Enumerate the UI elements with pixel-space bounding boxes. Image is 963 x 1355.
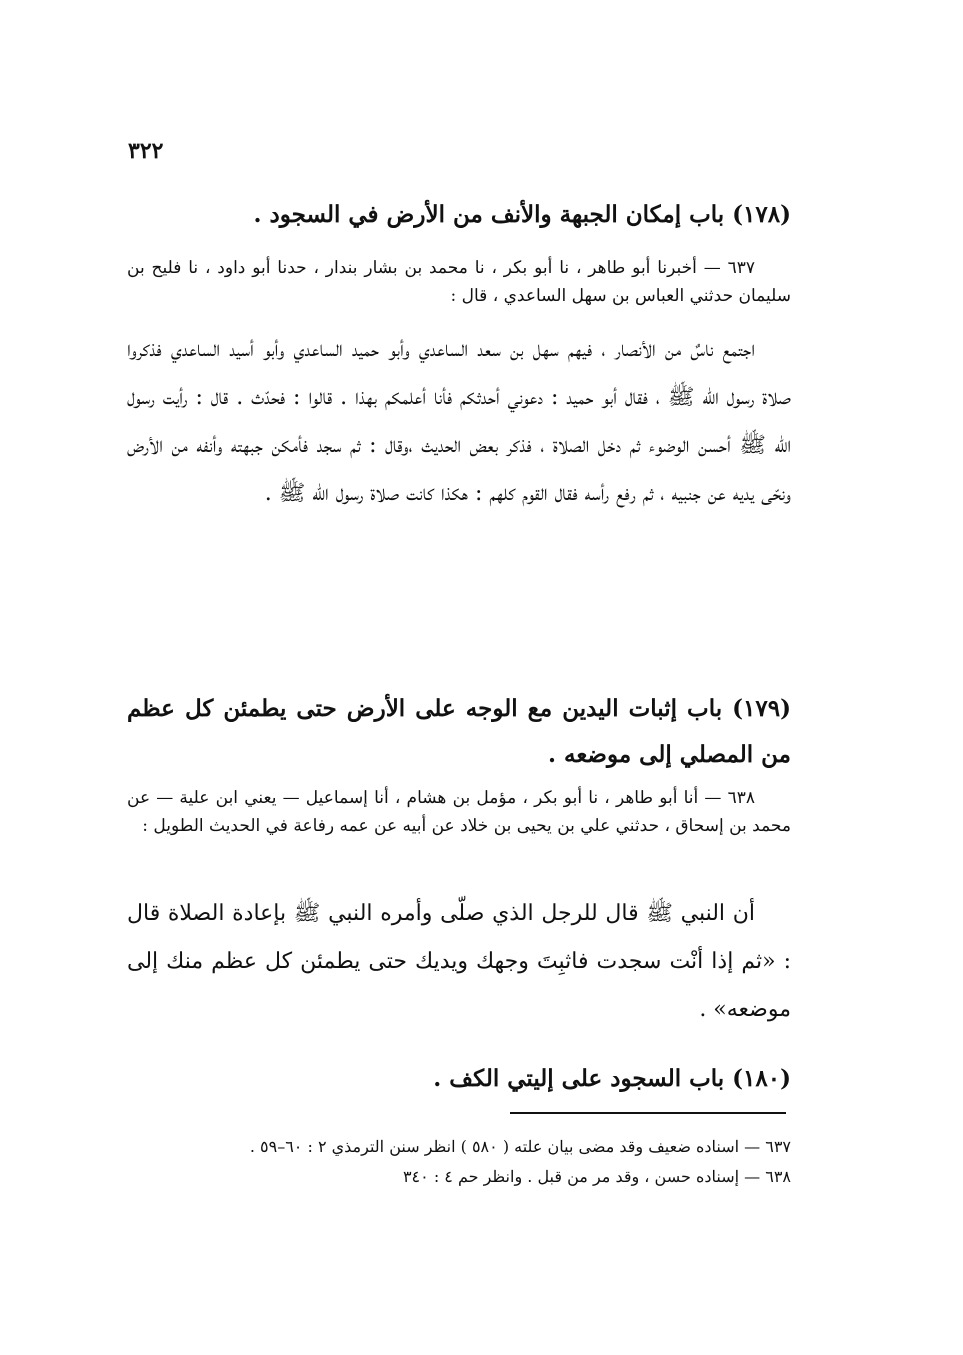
footnotes [150, 1132, 791, 1192]
page-number: ٣٢٢ [128, 138, 164, 164]
hadith-isnad-638: ٦٣٨ — أنا أبو طاهر ، نا أبو بكر ، مؤمل بن هشام ، أنا إسماعيل — يعني ابن علية — عن محمد بن إسحاق ، حدثني علي بن يحيى بن خلاد عن أبيه عن عمه رفاعة في الحديث الطويل : [127, 788, 791, 836]
footnote-638: ٦٣٨ — إسناده حسن ، وقد مر من قبل . وانظر حم ٤ : ٣٤٠ [402, 1167, 791, 1186]
footnote-divider [510, 1112, 786, 1114]
chapter-heading-178: (١٧٨) باب إمكان الجبهة والأنف من الأرض في السجود . [253, 201, 791, 228]
hadith-text-638: أن النبي ﷺ قال للرجل الذي صلّى وأمره النبي ﷺ بإعادة الصلاة قال : «ثم إذا أنْت سجدت فاثبِتَ وجهك ويديك حتى يطمئن كل عظم منك إلى موضعه» . [127, 901, 791, 1022]
chapter-heading-180: (١٨٠) باب السجود على إليتي الكف . [433, 1065, 791, 1092]
footnote-637: ٦٣٧ — اسناده ضعيف وقد مضى بيان علته ( ٥٨٠ ) انظر سنن الترمذي ٢ : ٦٠–٥٩ . [249, 1137, 791, 1156]
hadith-text-637: اجتمع ناسٌ من الأنصار ، فيهم سهل بن سعد الساعدي وأبو حميد الساعدي وأبو أسيد الساعدي فذكروا صلاة رسول الله ﷺ ، فقال أبو حميد : دعوني أحدثكم فأنا أعلمكم بهذا . قالوا : فحدّث . قال : رأيت رسول الله ﷺ أحسن الوضوء ثم دخل الصلاة ، فذكر بعض الحديث ،وقال : ثم سجد فأمكن جبهته وأنفه من الأرض ونحّى يديه عن جنبيه ، ثم رفع رأسه فقال القوم كلهم : هكذا كانت صلاة رسول الله ﷺ . [127, 337, 791, 506]
chapter-heading-179: (١٧٩) باب إثبات اليدين مع الوجه على الأرض حتى يطمئن كل عظم من المصلي إلى موضعه . [127, 695, 791, 768]
hadith-isnad-637: ٦٣٧ — أخبرنا أبو طاهر ، نا أبو بكر ، نا محمد بن بشار بندار ، حدنا أبو داود ، نا فليح بن سليمان حدثني العباس بن سهل الساعدي ، قال : [127, 258, 791, 306]
